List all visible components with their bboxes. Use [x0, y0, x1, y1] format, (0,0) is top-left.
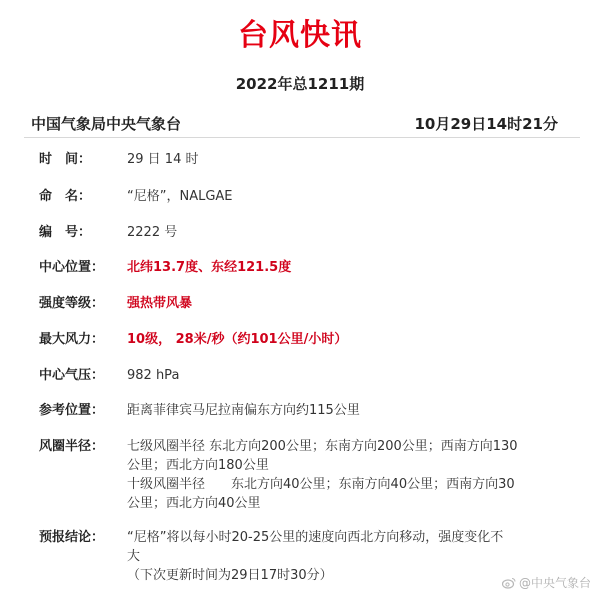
wind-radius-line-2: 公里；西北方向180公里 [127, 458, 269, 473]
wind-radius-label: 风圈半径： [39, 439, 105, 454]
reference-position-value: 距离菲律宾马尼拉南偏东方向约115公里 [127, 403, 360, 418]
wind-radius-line-3: 十级风圈半径 东北方向40公里；东南方向40公里；西南方向30 [127, 477, 515, 492]
intensity-value: 强热带风暴 [127, 296, 193, 311]
reference-position-label: 参考位置： [39, 403, 105, 418]
weibo-icon [502, 577, 516, 589]
center-position-value: 北纬13.7度、东经121.5度 [127, 260, 292, 275]
number-label: 编 号： [39, 225, 92, 240]
intensity-label: 强度等级： [39, 296, 105, 311]
wind-radius-line-1: 七级风圈半径 东北方向200公里；东南方向200公里；西南方向130 [127, 439, 518, 454]
name-value: “尼格”，NALGAE [127, 189, 233, 204]
bulletin-title: 台风快讯 [238, 18, 362, 53]
wind-radius-line-4: 公里；西北方向40公里 [127, 496, 261, 511]
forecast-text [127, 528, 567, 585]
forecast-line-3: （下次更新时间为29日17时30分） [127, 568, 333, 583]
pressure-value: 982 hPa [127, 368, 180, 383]
name-label: 命 名： [39, 189, 92, 204]
weibo-watermark [502, 574, 591, 591]
forecast-label: 预报结论： [39, 530, 105, 545]
issuing-organization: 中国气象局中央气象台 [31, 115, 182, 133]
issue-datetime: 10月29日14时21分 [414, 115, 558, 133]
max-wind-value: 10级， 28米/秒（约101公里/小时） [127, 332, 348, 347]
forecast-line-2: 大 [127, 549, 141, 564]
time-label: 时 间： [39, 152, 92, 167]
watermark-text: @中央气象台 [519, 576, 592, 590]
wind-radius-text [127, 437, 567, 513]
number-value: 2222 号 [127, 225, 178, 240]
pressure-label: 中心气压： [39, 368, 105, 383]
max-wind-label: 最大风力： [39, 332, 105, 347]
center-position-label: 中心位置： [39, 260, 105, 275]
header-divider [24, 137, 580, 138]
forecast-line-1: “尼格”将以每小时20-25公里的速度向西北方向移动，强度变化不 [127, 530, 504, 545]
issue-number: 2022年总1211期 [235, 75, 365, 93]
time-value: 29 日 14 时 [127, 152, 199, 167]
